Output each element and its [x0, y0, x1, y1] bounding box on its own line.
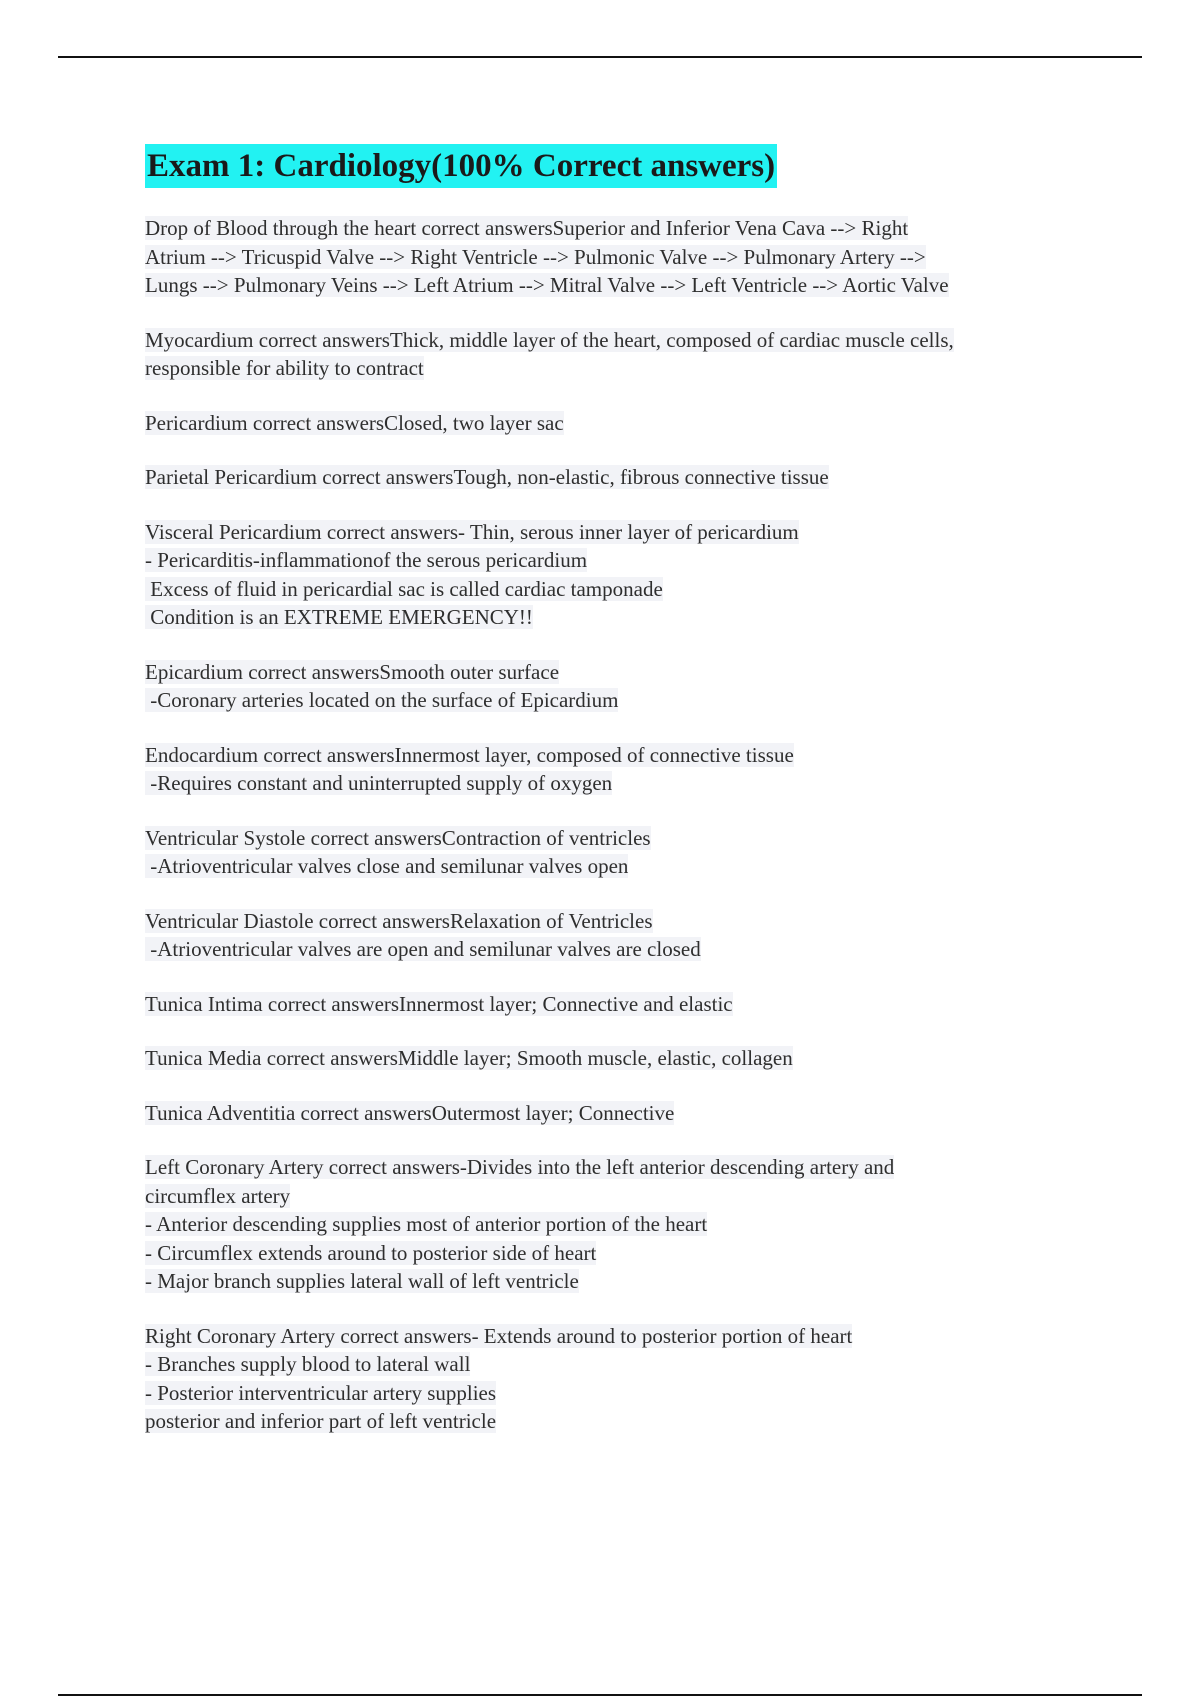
- entry-line-text: Myocardium correct answersThick, middle layer of the heart, composed of cardiac muscle cells,: [145, 327, 954, 352]
- entry-line-text: Pericardium correct answersClosed, two layer sac: [145, 410, 564, 435]
- entry-line-text: - Posterior interventricular artery supplies: [145, 1380, 497, 1405]
- entry-line-text: Tunica Media correct answersMiddle layer; Smooth muscle, elastic, collagen: [145, 1046, 793, 1070]
- footer-rule: [58, 1694, 1142, 1696]
- entry-line-text: responsible for ability to contract: [145, 356, 424, 380]
- entry-line: [145, 1210, 1105, 1239]
- entry-line: [145, 1099, 1105, 1128]
- qa-entry: [145, 326, 1105, 383]
- entry-line-text: Parietal Pericardium correct answersTough, non-elastic, fibrous connective tissue: [145, 465, 829, 489]
- entry-line: [145, 824, 1105, 853]
- entry-line: [145, 1407, 1105, 1436]
- entry-line: [145, 243, 1105, 272]
- entry-line-text: Ventricular Systole correct answersContraction of ventricles: [145, 825, 651, 850]
- entry-line-text: - Branches supply blood to lateral wall: [145, 1352, 471, 1376]
- entry-line: [145, 658, 1105, 687]
- entry-line: [145, 852, 1105, 881]
- entry-list: [145, 214, 1105, 1436]
- entry-line: [145, 1267, 1105, 1296]
- document-body: [145, 144, 1105, 1462]
- entry-line: [145, 741, 1105, 770]
- qa-entry: [145, 463, 1105, 492]
- entry-line: [145, 1322, 1105, 1351]
- entry-line-text: Epicardium correct answersSmooth outer surface: [145, 659, 560, 684]
- entry-line: [145, 463, 1105, 492]
- entry-line-text: - Circumflex extends around to posterior side of heart: [145, 1240, 597, 1265]
- entry-line: [145, 1239, 1105, 1268]
- entry-line: [145, 1379, 1105, 1408]
- entry-line: [145, 271, 1105, 300]
- entry-line-text: Tunica Adventitia correct answersOutermost layer; Connective: [145, 1100, 675, 1125]
- entry-line-text: Endocardium correct answersInnermost layer, composed of connective tissue: [145, 742, 794, 767]
- qa-entry: [145, 1322, 1105, 1436]
- entry-line: [145, 907, 1105, 936]
- entry-line: [145, 546, 1105, 575]
- qa-entry: [145, 214, 1105, 300]
- entry-line-text: Excess of fluid in pericardial sac is called cardiac tamponade: [145, 576, 663, 601]
- entry-line-text: Tunica Intima correct answersInnermost layer; Connective and elastic: [145, 991, 733, 1016]
- entry-line-text: -Coronary arteries located on the surface of Epicardium: [145, 688, 619, 712]
- entry-line: [145, 1350, 1105, 1379]
- entry-line: [145, 603, 1105, 632]
- qa-entry: [145, 990, 1105, 1019]
- qa-entry: [145, 409, 1105, 438]
- entry-line: [145, 575, 1105, 604]
- entry-line-text: Visceral Pericardium correct answers- Thin, serous inner layer of pericardium: [145, 519, 799, 544]
- qa-entry: [145, 1099, 1105, 1128]
- entry-line: [145, 1153, 1105, 1182]
- entry-line: [145, 1044, 1105, 1073]
- qa-entry: [145, 1153, 1105, 1296]
- entry-line: [145, 354, 1105, 383]
- entry-line-text: Drop of Blood through the heart correct answersSuperior and Inferior Vena Cava --> Right: [145, 216, 909, 240]
- document-title: Exam 1: Cardiology(100% Correct answers): [145, 144, 777, 188]
- entry-line-text: -Requires constant and uninterrupted supply of oxygen: [145, 771, 613, 795]
- entry-line: [145, 686, 1105, 715]
- entry-line: [145, 409, 1105, 438]
- entry-line: [145, 990, 1105, 1019]
- entry-line-text: Lungs --> Pulmonary Veins --> Left Atrium --> Mitral Valve --> Left Ventricle --> Aortic Valve: [145, 273, 949, 297]
- entry-line: [145, 1182, 1105, 1211]
- entry-line-text: Ventricular Diastole correct answersRelaxation of Ventricles: [145, 908, 653, 933]
- entry-line-text: Left Coronary Artery correct answers-Divides into the left anterior descending artery and: [145, 1155, 895, 1179]
- entry-line-text: Atrium --> Tricuspid Valve --> Right Ventricle --> Pulmonic Valve --> Pulmonary Artery -->: [145, 244, 926, 269]
- entry-line-text: circumflex artery: [145, 1183, 291, 1208]
- entry-line-text: - Anterior descending supplies most of anterior portion of the heart: [145, 1212, 708, 1236]
- entry-line: [145, 214, 1105, 243]
- entry-line-text: Condition is an EXTREME EMERGENCY!!: [145, 605, 533, 629]
- entry-line-text: posterior and inferior part of left ventricle: [145, 1409, 497, 1433]
- entry-line: [145, 935, 1105, 964]
- entry-line: [145, 326, 1105, 355]
- qa-entry: [145, 907, 1105, 964]
- entry-line: [145, 769, 1105, 798]
- entry-line-text: Right Coronary Artery correct answers- Extends around to posterior portion of heart: [145, 1323, 853, 1348]
- entry-line-text: - Pericarditis-inflammationof the serous pericardium: [145, 548, 588, 572]
- qa-entry: [145, 741, 1105, 798]
- entry-line-text: - Major branch supplies lateral wall of left ventricle: [145, 1269, 579, 1293]
- qa-entry: [145, 1044, 1105, 1073]
- entry-line-text: -Atrioventricular valves are open and semilunar valves are closed: [145, 937, 701, 961]
- qa-entry: [145, 518, 1105, 632]
- qa-entry: [145, 824, 1105, 881]
- qa-entry: [145, 658, 1105, 715]
- entry-line-text: -Atrioventricular valves close and semilunar valves open: [145, 854, 629, 878]
- header-rule: [58, 56, 1142, 58]
- entry-line: [145, 518, 1105, 547]
